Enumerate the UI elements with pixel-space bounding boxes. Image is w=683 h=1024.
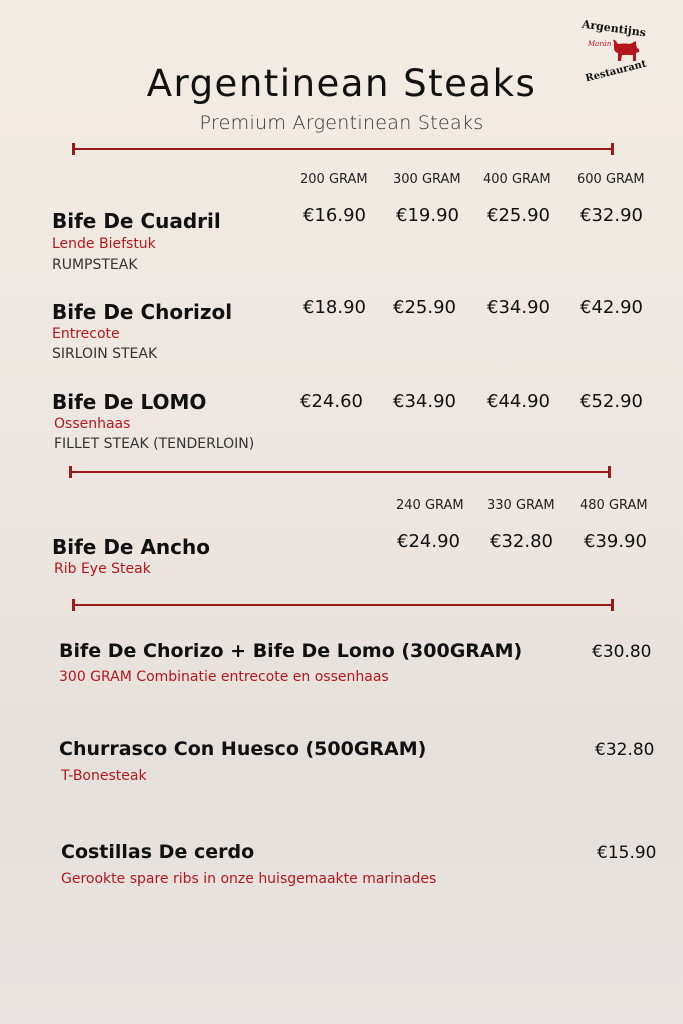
costillas-item-price: €15.90 (597, 843, 657, 863)
weight-header: 480 GRAM (580, 498, 648, 513)
combo-item-price: €30.80 (592, 642, 652, 662)
item-english-name: RUMPSTEAK (52, 257, 138, 273)
divider-bottom (72, 604, 614, 606)
divider-middle (69, 471, 611, 473)
price: €34.90 (393, 391, 456, 412)
churrasco-item-name: Churrasco Con Huesco (500GRAM) (59, 738, 427, 760)
price: €52.90 (580, 391, 643, 412)
weight-header: 200 GRAM (300, 172, 368, 187)
page-title: Argentinean Steaks (146, 62, 537, 105)
price: €19.90 (396, 205, 459, 226)
logo-text-mid: Marán (588, 40, 612, 48)
item-name-lomo: Bife De LOMO (52, 390, 207, 414)
churrasco-item-desc: T-Bonesteak (61, 768, 147, 784)
price: €18.90 (303, 297, 366, 318)
price: €24.60 (300, 391, 363, 412)
price: €32.90 (580, 205, 643, 226)
combo-item-desc: 300 GRAM Combinatie entrecote en ossenhaas (59, 669, 389, 685)
price: €25.90 (487, 205, 550, 226)
item-dutch-name: Entrecote (52, 326, 120, 342)
churrasco-item-price: €32.80 (595, 740, 655, 760)
logo-text-bottom: Restaurant (584, 58, 648, 85)
item-english-name: FILLET STEAK (TENDERLOIN) (54, 436, 255, 452)
weight-header: 400 GRAM (483, 172, 551, 187)
price: €42.90 (580, 297, 643, 318)
weight-header: 330 GRAM (487, 498, 555, 513)
item-english-name: SIRLOIN STEAK (52, 346, 158, 362)
item-name-ancho: Bife De Ancho (52, 535, 211, 559)
item-name-cuadril: Bife De Cuadril (52, 209, 221, 233)
page-subtitle: Premium Argentinean Steaks (199, 112, 484, 134)
price: €16.90 (303, 205, 366, 226)
price: €32.80 (490, 531, 553, 552)
price: €44.90 (487, 391, 550, 412)
divider-top (72, 148, 614, 150)
item-name-chorizol: Bife De Chorizol (52, 300, 233, 324)
price: €24.90 (397, 531, 460, 552)
item-dutch-name: Rib Eye Steak (54, 561, 151, 577)
price: €25.90 (393, 297, 456, 318)
price: €34.90 (487, 297, 550, 318)
weight-header: 300 GRAM (393, 172, 461, 187)
logo-text-top: Argentijns (581, 17, 647, 40)
item-dutch-name: Lende Biefstuk (52, 236, 156, 252)
costillas-item-name: Costillas De cerdo (61, 841, 255, 863)
combo-item-name: Bife De Chorizo + Bife De Lomo (300GRAM) (59, 640, 523, 662)
weight-header: 600 GRAM (577, 172, 645, 187)
weight-header: 240 GRAM (396, 498, 464, 513)
price: €39.90 (584, 531, 647, 552)
item-dutch-name: Ossenhaas (54, 416, 131, 432)
costillas-item-desc: Gerookte spare ribs in onze huisgemaakte marinades (61, 871, 437, 887)
